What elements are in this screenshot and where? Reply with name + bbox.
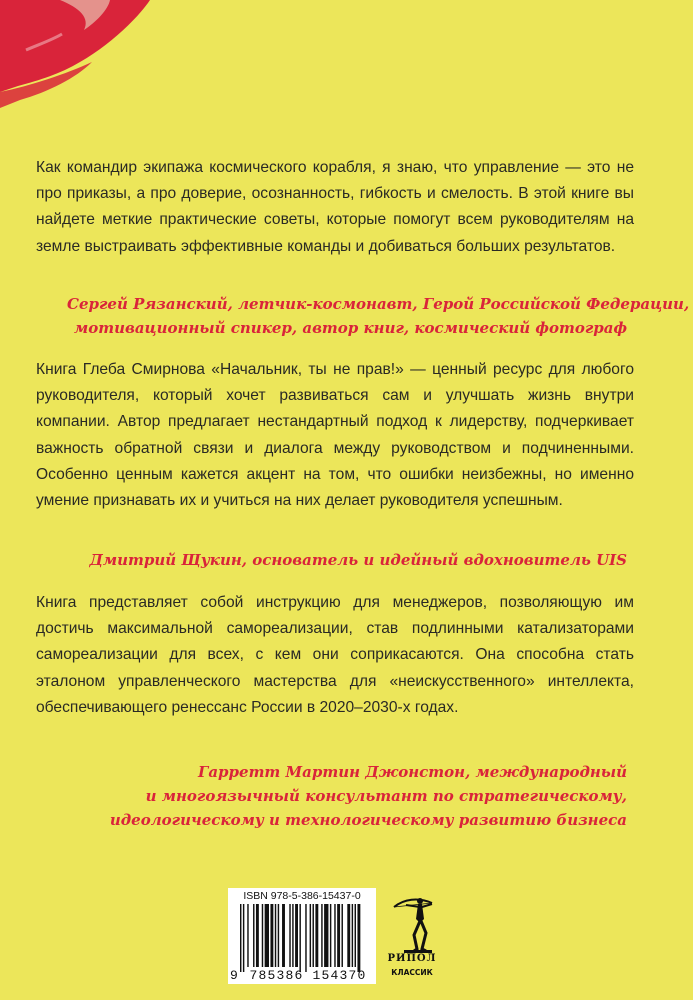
blurb-text-1: Как командир экипажа космического корабля, я знаю, что управление — это не про приказы, а про доверие, осознанность, гибкость и смелость. В этой книге вы найдете меткие практические советы, которые помогут всем руководителям на земле выстраивать эффективные команды и добиваться больших результатов.: [36, 159, 634, 255]
attribution-line: Дмитрий Щукин, основатель и идейный вдохновитель UIS: [89, 551, 627, 569]
attribution-line: и многоязычный консультант по стратегическому,: [145, 787, 627, 805]
blurb-text-2: Книга Глеба Смирнова «Начальник, ты не прав!» — ценный ресурс для любого руководителя, который хочет развиваться сам и улучшать жизнь внутри компании. Автор предлагает нестандартный подход к лидерству, подчеркивает важность обратной связи и диалога между руководством и подчиненными. Особенно ценным кажется акцент на том, что ошибки неизбежны, но именно умение признавать их и учиться на них делает руководителя успешным.: [36, 361, 634, 510]
publisher-subname: КЛАССИК: [391, 968, 433, 977]
blurb-attribution-3: [67, 760, 627, 832]
blurb-text-3: Книга представляет собой инструкцию для менеджеров, позволяющую им достичь максимальной самореализации, став подлинными катализаторами самореализации для всех, с кем они соприкасаются. Она способна стать эталоном управленческого мастерства для «неискусственного» интеллекта, обеспечивающего ренессанс России в 2020–2030-х годах.: [36, 594, 634, 716]
blurb-attribution-1: [67, 292, 690, 340]
attribution-line: Гарретт Мартин Джонстон, международный: [197, 763, 627, 781]
attribution-line: идеологическому и технологическому развитию бизнеса: [109, 811, 627, 829]
attribution-line: мотивационный спикер, автор книг, космический фотограф: [73, 319, 627, 337]
isbn-barcode: [228, 888, 376, 984]
ean-first-digit: 9: [230, 968, 238, 983]
isbn-number: ISBN 978-5-386-15437-0: [243, 890, 361, 902]
blurb-attribution-2: [67, 548, 627, 572]
publisher-logo: [382, 893, 444, 985]
attribution-line: Сергей Рязанский, летчик-космонавт, Герой Российской Федерации,: [67, 295, 690, 313]
ean-digits: 785386 154370: [249, 968, 367, 983]
publisher-name: РИПОЛ: [387, 953, 437, 964]
archer-statue-icon: [384, 893, 440, 953]
red-brush-stroke-decoration: [0, 0, 693, 130]
